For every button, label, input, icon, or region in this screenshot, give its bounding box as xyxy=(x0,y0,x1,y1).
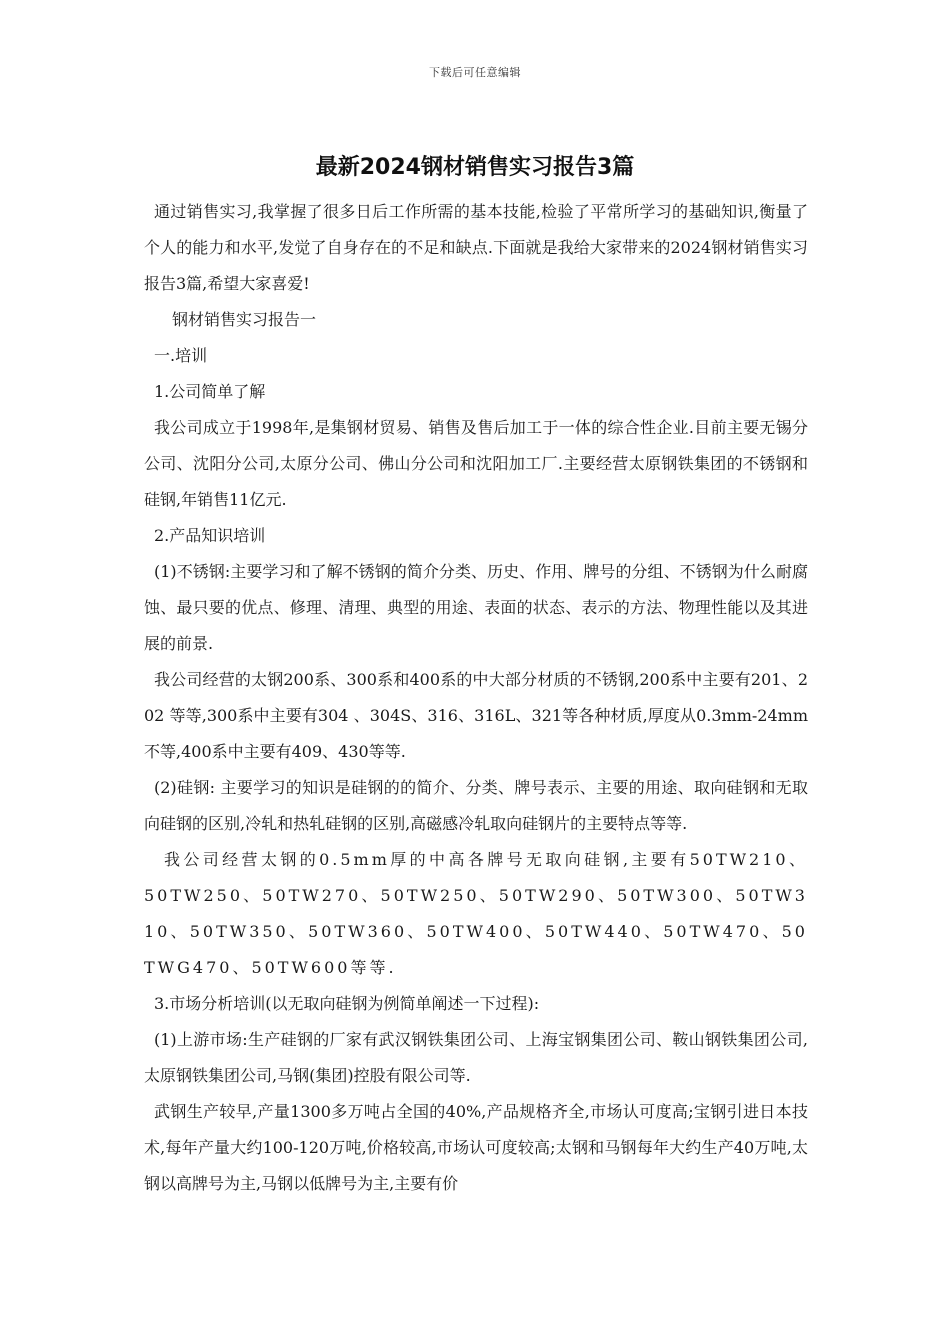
document-title: 最新2024钢材销售实习报告3篇 xyxy=(315,155,635,180)
paragraph-producers: 武钢生产较早,产量1300多万吨占全国的40%,产品规格齐全,市场认可度高;宝钢引进日本技术,每年产量大约100-120万吨,价格较高,市场认可度较高;太钢和马钢每年大约生产40万吨,太钢以高牌号为主,马钢以低牌号为主,主要有价 xyxy=(144,1102,808,1193)
heading-company-overview: 1.公司简单了解 xyxy=(154,382,266,401)
paragraph-company-overview: 我公司成立于1998年,是集钢材贸易、销售及售后加工于一体的综合性企业.目前主要无锡分公司、沈阳分公司,太原分公司、佛山分公司和沈阳加工厂.主要经营太原钢铁集团的不锈钢和硅钢,年销售11亿元. xyxy=(144,418,808,509)
paragraph-upstream-market: (1)上游市场:生产硅钢的厂家有武汉钢铁集团公司、上海宝钢集团公司、鞍山钢铁集团公司,太原钢铁集团公司,马钢(集团)控股有限公司等. xyxy=(144,1030,808,1085)
paragraph-stainless-steel: (1)不锈钢:主要学习和了解不锈钢的简介分类、历史、作用、牌号的分组、不锈钢为什么耐腐蚀、最只要的优点、修理、清理、典型的用途、表面的状态、表示的方法、物理性能以及其进展的前景. xyxy=(144,562,808,653)
document-body xyxy=(144,194,808,1202)
paragraph-intro: 通过销售实习,我掌握了很多日后工作所需的基本技能,检验了平常所学习的基础知识,衡量了个人的能力和水平,发觉了自身存在的不足和缺点.下面就是我给大家带来的2024钢材销售实习报告3篇,希望大家喜爱! xyxy=(144,202,808,293)
paragraph-silicon-steel: (2)硅钢: 主要学习的知识是硅钢的的简介、分类、牌号表示、主要的用途、取向硅钢和无取向硅钢的区别,冷轧和热轧硅钢的区别,高磁感冷轧取向硅钢片的主要特点等等. xyxy=(144,778,808,833)
section-heading-report-one: 钢材销售实习报告一 xyxy=(172,310,317,329)
paragraph-stainless-grades: 我公司经营的太钢200系、300系和400系的中大部分材质的不锈钢,200系中主要有201、202 等等,300系中主要有304 、304S、316、316L、321等各种材质,厚度从0.3mm-24mm不等,400系中主要有409、430等等. xyxy=(144,670,808,761)
heading-training: 一.培训 xyxy=(154,346,208,365)
heading-product-training: 2.产品知识培训 xyxy=(154,526,266,545)
paragraph-silicon-grades: 我公司经营太钢的0.5mm厚的中高各牌号无取向硅钢,主要有50TW210、50TW250、50TW270、50TW250、50TW290、50TW300、50TW310、50TW350、50TW360、50TW400、50TW440、50TW470、50TWG470、50TW600等等. xyxy=(144,850,808,977)
header-note: 下载后可任意编辑 xyxy=(429,66,521,79)
heading-market-analysis: 3.市场分析培训(以无取向硅钢为例简单阐述一下过程): xyxy=(154,994,540,1013)
